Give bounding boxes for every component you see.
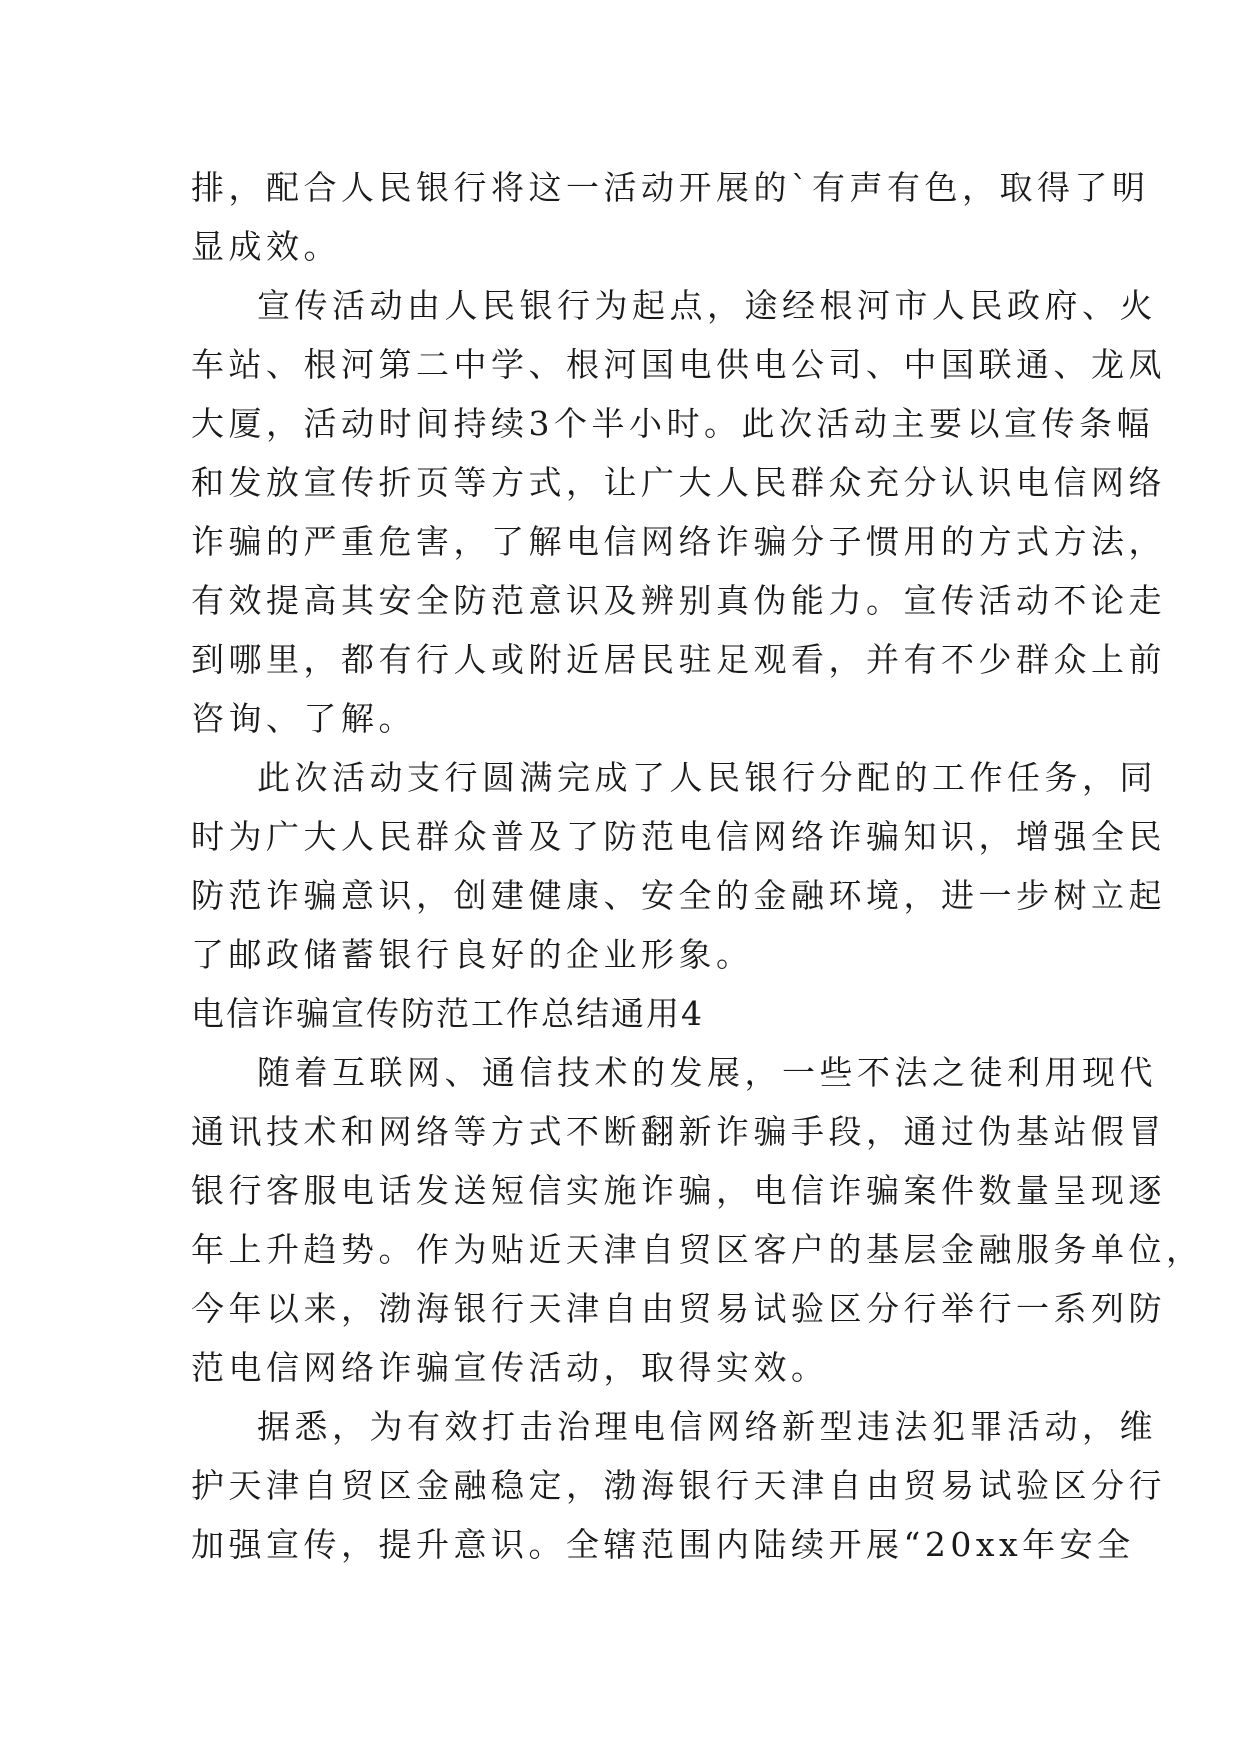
text-line: 了邮政储蓄银行良好的企业形象。	[191, 935, 754, 974]
text-line: 到哪里，都有行人或附近居民驻足观看，并有不少群众上前	[191, 640, 1166, 679]
text-line: 显成效。	[191, 227, 341, 266]
text-line: 护天津自贸区金融稳定，渤海银行天津自由贸易试验区分行	[191, 1466, 1166, 1505]
text-line: 通讯技术和网络等方式不断翻新诈骗手段，通过伪基站假冒	[191, 1112, 1166, 1151]
text-line: 银行客服电话发送短信实施诈骗，电信诈骗案件数量呈现逐	[191, 1171, 1166, 1210]
text-line: 年上升趋势。作为贴近天津自贸区客户的基层金融服务单位，	[191, 1230, 1204, 1269]
paragraph	[191, 1043, 1204, 1397]
text-line: 加强宣传，提升意识。全辖范围内陆续开展“20xx年安全	[191, 1525, 1135, 1564]
paragraph	[191, 748, 1166, 984]
text-line: 时为广大人民群众普及了防范电信网络诈骗知识，增强全民	[191, 817, 1166, 856]
text-line: 今年以来，渤海银行天津自由贸易试验区分行举行一系列防	[191, 1289, 1166, 1328]
text-line: 诈骗的严重危害，了解电信网络诈骗分子惯用的方式方法，	[191, 522, 1166, 561]
section-heading	[191, 984, 1071, 1043]
text-line: 和发放宣传折页等方式，让广大人民群众充分认识电信网络	[191, 463, 1166, 502]
text-line: 随着互联网、通信技术的发展，一些不法之徒利用现代	[257, 1053, 1157, 1092]
heading-text: 电信诈骗宣传防范工作总结通用4	[191, 994, 704, 1033]
text-line: 排，配合人民银行将这一活动开展的`有声有色，取得了明	[191, 168, 1150, 207]
document-body	[191, 158, 1204, 1574]
text-line: 咨询、了解。	[191, 699, 416, 738]
text-line: 此次活动支行圆满完成了人民银行分配的工作任务，同	[257, 758, 1157, 797]
paragraph	[191, 276, 1166, 748]
text-line: 据悉，为有效打击治理电信网络新型违法犯罪活动，维	[257, 1407, 1157, 1446]
text-line: 车站、根河第二中学、根河国电供电公司、中国联通、龙凤	[191, 345, 1166, 384]
paragraph-continuation	[191, 158, 1150, 276]
text-line: 宣传活动由人民银行为起点，途经根河市人民政府、火	[257, 286, 1157, 325]
text-line: 防范诈骗意识，创建健康、安全的金融环境，进一步树立起	[191, 876, 1166, 915]
text-line: 范电信网络诈骗宣传活动，取得实效。	[191, 1348, 829, 1387]
text-line: 有效提高其安全防范意识及辨别真伪能力。宣传活动不论走	[191, 581, 1166, 620]
text-line: 大厦，活动时间持续3个半小时。此次活动主要以宣传条幅	[191, 404, 1154, 443]
paragraph	[191, 1397, 1166, 1574]
